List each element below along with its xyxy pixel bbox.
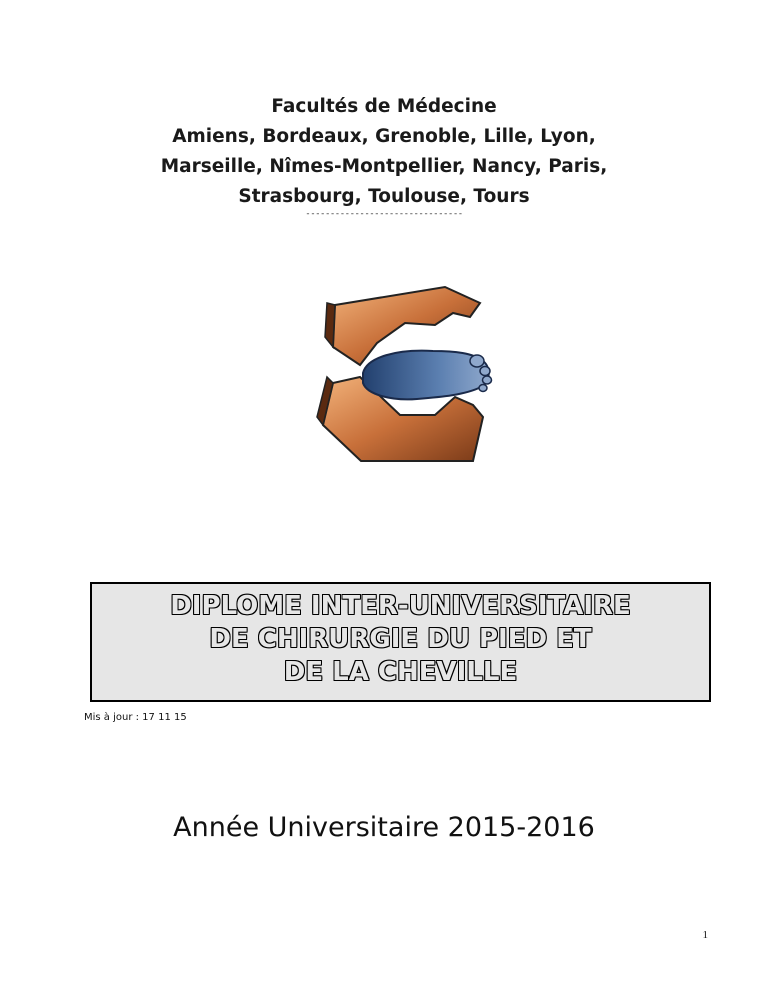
title-line-2: DE CHIRURGIE DU PIED ET (209, 624, 592, 654)
header-line-3: Marseille, Nîmes-Montpellier, Nancy, Paris, (160, 156, 608, 177)
header-line-4: Strasbourg, Toulouse, Tours (238, 186, 530, 207)
title-line-3: DE LA CHEVILLE (283, 657, 518, 687)
update-date: Mis à jour : 17 11 15 (84, 712, 187, 723)
diploma-title-box (90, 582, 711, 702)
academic-year: Année Universitaire 2015-2016 (173, 812, 595, 843)
header-separator: -------------------------------- (305, 209, 463, 219)
header-line-2: Amiens, Bordeaux, Grenoble, Lille, Lyon, (172, 126, 596, 147)
title-line-1: DIPLOME INTER-UNIVERSITAIRE (170, 591, 631, 621)
page-number: 1 (702, 929, 708, 941)
header-line-1: Facultés de Médecine (271, 96, 497, 117)
faculties-header (0, 92, 768, 212)
foot-logo-icon (305, 265, 505, 480)
